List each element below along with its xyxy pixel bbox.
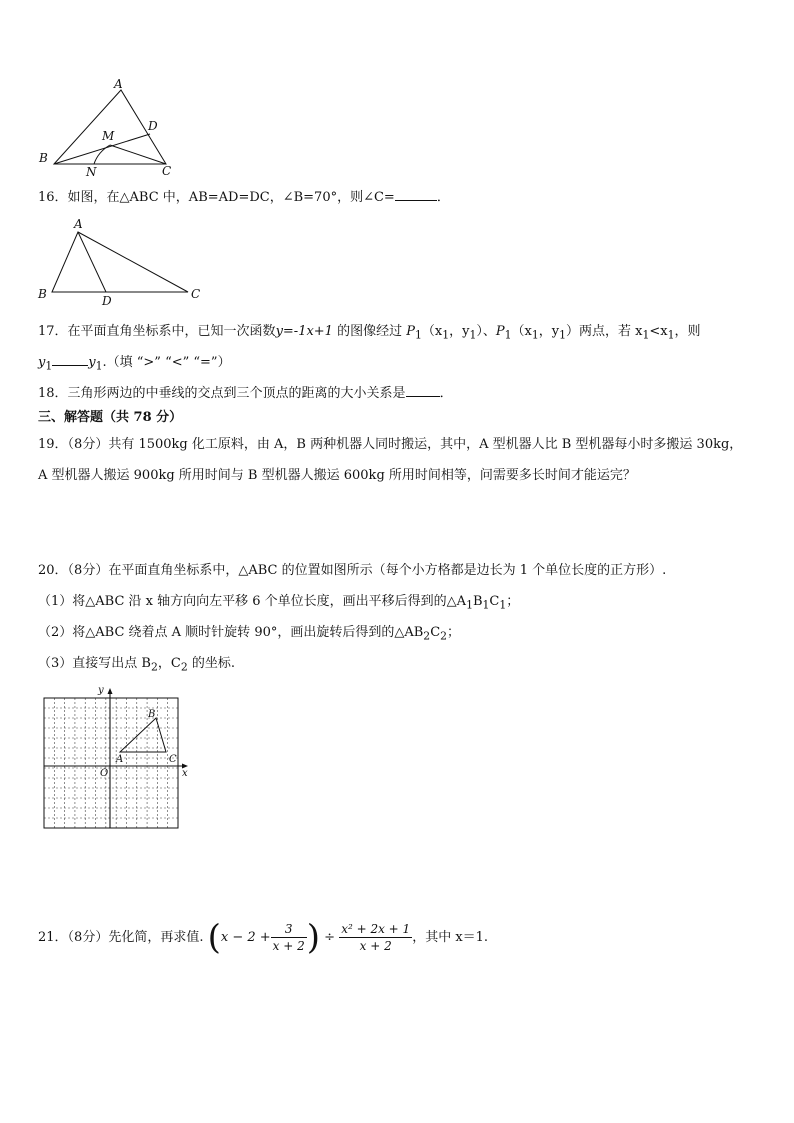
q20-sub1-b: B: [472, 594, 483, 609]
label-a: A: [74, 217, 83, 231]
axis-label-x: x: [182, 768, 188, 779]
q20-sub3-end: 的坐标.: [187, 656, 235, 671]
section-3-title: 三、解答题（共 78 分）: [38, 410, 183, 425]
q17-text-a: 在平面直角坐标系中，已知一次函数: [67, 324, 276, 339]
y-axis-arrow-icon: [108, 688, 113, 694]
q21-expr-a: x − 2 +: [220, 930, 271, 945]
q17-p2-coord-sub2: 1: [559, 328, 567, 342]
label-d: D: [148, 119, 158, 133]
q20-sub3-s2: 2: [180, 660, 188, 674]
q20-sub1-s3: 1: [499, 598, 507, 612]
q20-sub3-s1: 2: [150, 660, 158, 674]
q17-text-d: ，则: [674, 324, 701, 339]
q18-number: 18．: [38, 386, 68, 401]
right-paren: ): [306, 917, 321, 958]
q16-number: 16．: [38, 190, 68, 205]
label-m: M: [102, 129, 115, 143]
q17-line2-sub: 1: [45, 359, 53, 373]
label-d: D: [102, 294, 112, 308]
q17-p1-coord-end: ）: [476, 324, 483, 339]
q19-number: 19．: [38, 437, 68, 452]
q17-cond-sub2: 1: [667, 328, 675, 342]
axis-label-y: y: [98, 685, 104, 696]
fraction-1-numerator: 3: [271, 921, 307, 938]
q17-p2-sub: 1: [504, 328, 512, 342]
q20-sub2-a: （2）将△ABC 绕着点 A 顺时针旋转 90°，画出旋转后得到的△AB: [38, 625, 424, 640]
q17-p1-sub: 1: [415, 328, 422, 342]
q17-answer-blank[interactable]: [52, 353, 88, 366]
q20-sub2-s1: 2: [423, 629, 431, 643]
segment-mc: [110, 145, 166, 164]
q21-text-a: （8分）先化简，再求值.: [67, 930, 204, 945]
question-19-line-1: [38, 436, 742, 454]
q21-text-b: ，其中 x＝1.: [412, 930, 489, 945]
fraction-2-numerator: x² + 2x + 1: [341, 922, 411, 936]
q21-number: 21．: [38, 930, 68, 945]
label-c: C: [162, 164, 172, 178]
grid-lines: [44, 698, 178, 828]
q20-sub3-a: （3）直接写出点 B: [38, 656, 151, 671]
q17-line2-y: y: [38, 355, 46, 370]
fraction-2: [339, 921, 412, 954]
q17-cond-sub1: 1: [642, 328, 650, 342]
q17-sep: 、: [482, 324, 496, 339]
question-21: [38, 918, 488, 958]
label-a: A: [114, 78, 123, 91]
segment-ad: [78, 232, 106, 292]
label-c: C: [169, 754, 177, 765]
q17-p2: P: [495, 324, 505, 339]
q17-line2-end: .（填 “>” “<” “=”）: [102, 355, 231, 370]
question-20-sub-3: [38, 655, 235, 677]
question-18: [38, 384, 453, 403]
label-c: C: [191, 287, 201, 301]
q17-p1-coord-sub: 1: [442, 328, 450, 342]
q17-p1: P: [406, 324, 415, 339]
left-paren: (: [207, 917, 221, 958]
q17-p1-coord: （x: [421, 324, 443, 339]
segment-mn: [94, 145, 110, 164]
q18-text: 三角形两边的中垂线的交点到三个顶点的距离的大小关系是: [67, 386, 406, 401]
question-17-line-1: [38, 323, 701, 345]
q17-p2-coord-sub: 1: [531, 328, 539, 342]
q19-line-1-text: （8分）共有 1500kg 化工原料，由 A，B 两种机器人同时搬运，其中，A 型机器人比 B 型机器每小时多搬运 30kg，: [67, 437, 743, 452]
label-a: A: [116, 754, 124, 765]
label-b: B: [148, 709, 156, 720]
q20-sub1-end: ；: [506, 594, 520, 609]
q17-number: 17．: [38, 324, 68, 339]
question-17-line-2: [38, 353, 231, 376]
label-n: N: [86, 165, 97, 178]
q20-number: 20．: [38, 563, 68, 578]
q21-divide-sign: ÷: [324, 930, 336, 945]
q20-sub1-a: （1）将△ABC 沿 x 轴方向向左平移 6 个单位长度，画出平移后得到的△A: [38, 594, 467, 609]
triangle-abc-outline: [52, 232, 188, 292]
q17-p2-coord-b: ，y: [538, 324, 560, 339]
fraction-1-denominator: x + 2: [272, 939, 305, 953]
q20-sub2-s2: 2: [440, 629, 448, 643]
q19-line-2-text: A 型机器人搬运 900kg 所用时间与 B 型机器人搬运 600kg 所用时间相等，问需要多长时间才能运完？: [38, 468, 636, 483]
q17-p1-coord-b: ，y: [449, 324, 470, 339]
q20-sub1-s2: 1: [482, 598, 490, 612]
q17-line2-y2: y: [88, 355, 96, 370]
q17-text-c: 两点，若 x: [579, 324, 643, 339]
question-20-sub-2: [38, 624, 460, 646]
q16-answer-blank[interactable]: [395, 188, 437, 201]
triangle-abc: [120, 718, 166, 752]
q17-line2-sub2: 1: [95, 359, 103, 373]
question-19-line-2: [38, 467, 636, 485]
q20-line-1-text: （8分）在平面直角坐标系中，△ABC 的位置如图所示（每个小方格都是边长为 1 个单位长度的正方形）.: [67, 563, 667, 578]
label-b: B: [38, 287, 47, 301]
origin-label-o: O: [100, 768, 109, 779]
label-b: B: [39, 151, 48, 165]
q17-cond-mid: <x: [649, 324, 668, 339]
figure-coordinate-grid: [38, 684, 198, 834]
figure-triangle-abdc: [36, 216, 211, 308]
q18-answer-blank[interactable]: [406, 384, 440, 397]
q17-p2-coord-end: ）: [566, 324, 580, 339]
question-16: [38, 188, 450, 207]
fraction-2-denominator: x + 2: [359, 939, 392, 953]
q17-function: y=-1x+1: [275, 324, 333, 339]
figure-triangle-mn: [36, 78, 186, 178]
question-20-sub-1: [38, 593, 519, 615]
q20-sub1-c: C: [489, 594, 500, 609]
q20-sub2-b: C: [430, 625, 441, 640]
q16-end: ．: [436, 190, 450, 205]
q17-p2-coord: （x: [511, 324, 532, 339]
q17-text-b: 的图像经过: [332, 324, 403, 339]
grid-border: [44, 698, 178, 828]
q16-text: 如图，在△ABC 中，AB=AD=DC，∠B=70°，则∠C=: [67, 190, 395, 205]
q20-sub2-end: ；: [447, 625, 461, 640]
q20-sub3-b: ，C: [157, 656, 181, 671]
q20-sub1-s1: 1: [466, 598, 473, 612]
question-20-line-1: [38, 562, 666, 580]
q17-p1-coord-sub2: 1: [469, 328, 477, 342]
fraction-1: [271, 921, 307, 954]
q18-end: ．: [439, 386, 453, 401]
